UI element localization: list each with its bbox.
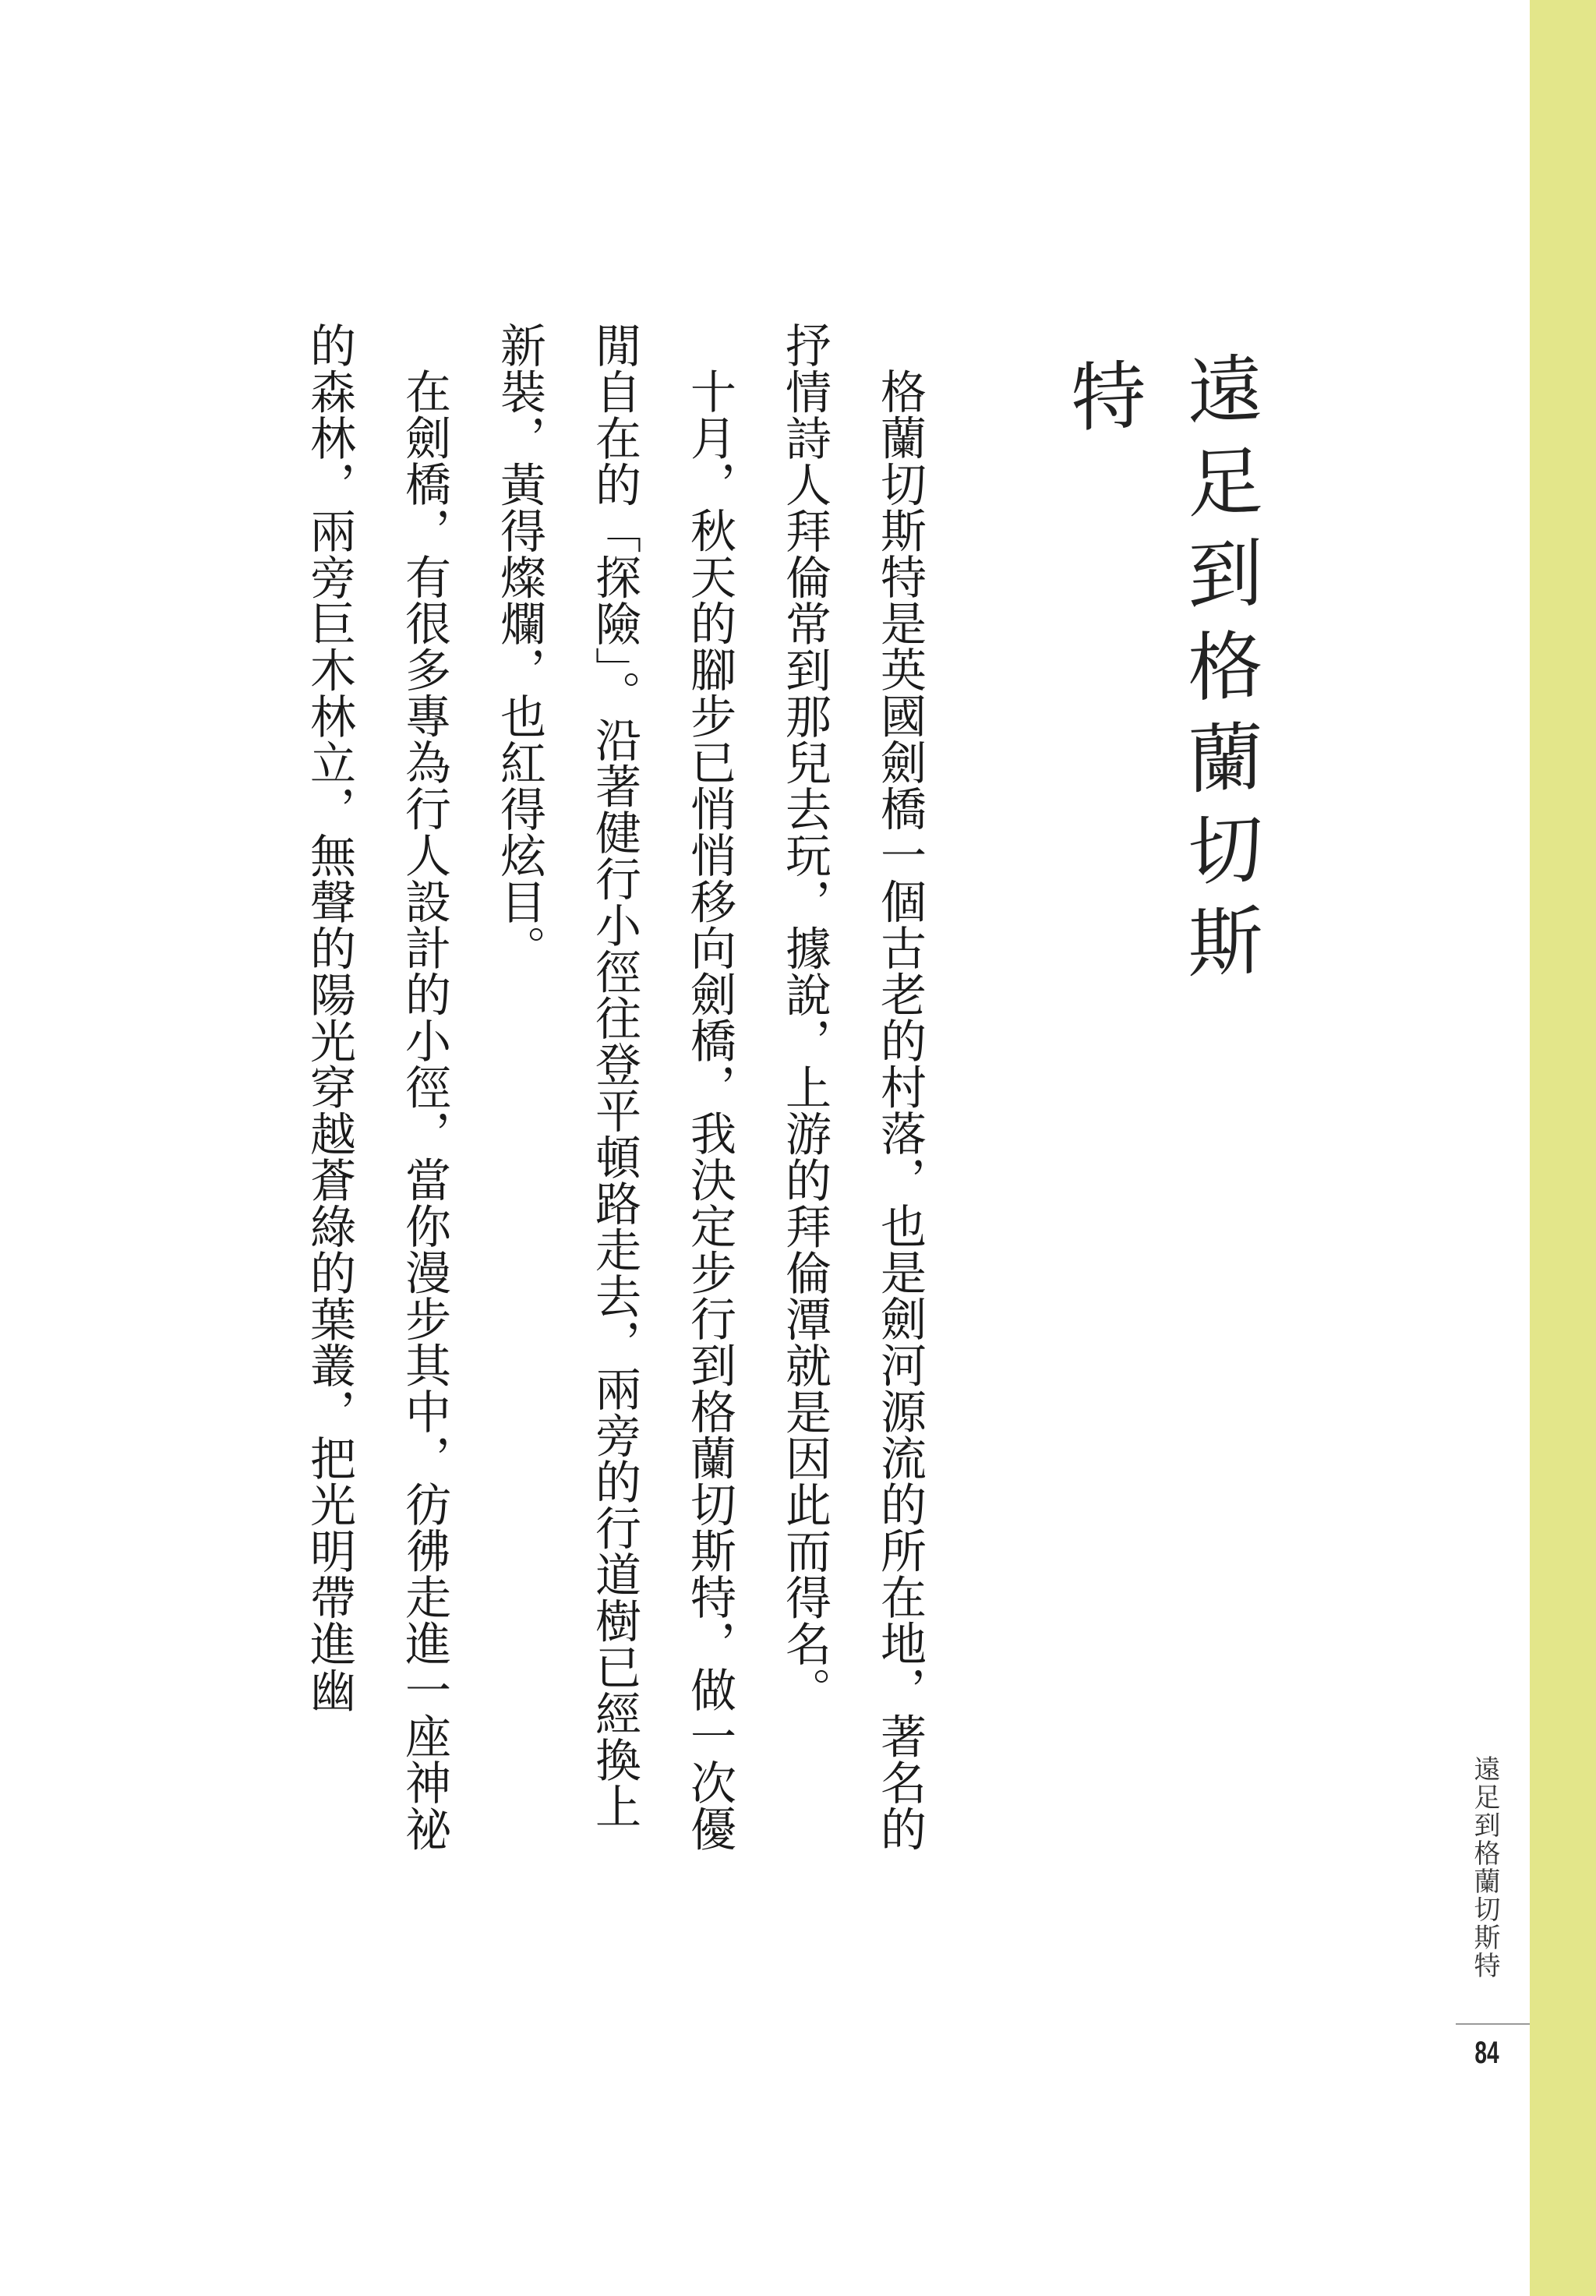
running-header: 遠足到格蘭切斯特 [1469,1755,1500,1980]
chapter-title: 遠足到格蘭切斯特 [1059,348,1263,998]
paragraph-3: 在劍橋，有很多專為行人設計的小徑，當你漫步其中，彷彿走進一座神祕的森林，兩旁巨木林立，無聲的陽光穿越蒼綠的葉叢，把光明帶進幽 [302,322,451,1852]
page-number-rule [1456,2023,1530,2025]
paragraph-1: 格蘭切斯特是英國劍橋一個古老的村落，也是劍河源流的所在地，著名的抒情詩人拜倫常到那兒去玩，據說，上游的拜倫潭就是因此而得名。 [778,322,927,1852]
page-number: 84 [1474,2036,1499,2070]
side-color-band [1530,0,1596,2296]
body-text [261,322,947,1865]
paragraph-2: 十月，秋天的腳步已悄悄移向劍橋，我決定步行到格蘭切斯特，做一次優閒自在的「探險」。沿著健行小徑往登平頓路走去，兩旁的行道樹已經換上新裝，黃得燦爛，也紅得炫目。 [493,322,736,1852]
